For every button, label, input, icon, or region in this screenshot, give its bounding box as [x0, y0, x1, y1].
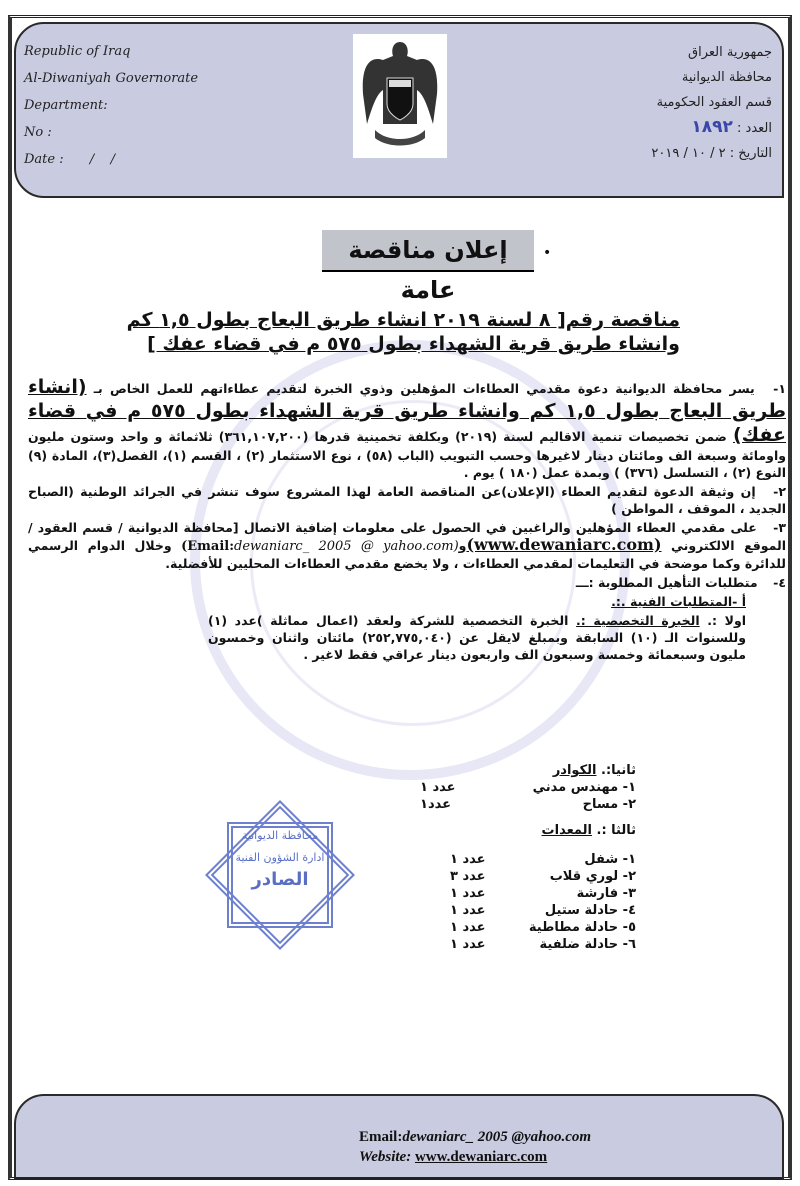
staff-item: ٢- مساح	[582, 797, 636, 812]
paragraph-2-text: إن وثيقة الدعوة لتقديم العطاء (الإعلان)عن المناقصة العامة لهذا المشروع سوف تنشر في الجرائد الوطنية (الصباح الجديد ، الموقف ، المواطن )	[28, 484, 786, 516]
governorate-label: Al-Diwaniyah Governorate	[24, 71, 199, 86]
governorate-label-ar: محافظة الديوانية	[681, 70, 772, 85]
paragraph-number: ١-	[773, 381, 786, 396]
third-label: ثالثا :.	[596, 823, 636, 838]
email-inline[interactable]	[181, 539, 459, 554]
date-value-ar: ٢ / ١٠ / ٢٠١٩	[651, 146, 726, 161]
equipment-item: ٣- فارشة	[576, 886, 636, 901]
department-label: Department:	[24, 98, 108, 113]
paragraph-3-text-b: وخلال الدوام الرسمي للدائرة وكما موضحة في التعليمات لمقدمي العطاءات ، ولا يخضع مقدمي العطاءات المحليين للأفضلية.	[28, 538, 786, 571]
equipment-item: ٤- حادلة ستيل	[544, 903, 636, 918]
list-item	[450, 851, 636, 868]
paragraph-number: ٣-	[773, 520, 786, 535]
announcement-body	[28, 375, 786, 665]
footer-website-link[interactable]: www.dewaniarc.com	[414, 1149, 548, 1165]
staff-count: عدد١	[420, 797, 451, 812]
number-label: No :	[24, 125, 52, 140]
department-label-ar: قسم العقود الحكومية	[656, 95, 772, 110]
equipment-count: عدد ١	[450, 903, 486, 918]
email-value: dewaniarc_ 2005 @ yahoo.com)	[234, 539, 459, 554]
paragraph-3	[28, 519, 786, 572]
first-text: الخبرة التخصصية للشركة ولعقد (اعمال مماثلة )عدد (١) وللسنوات الـ (١٠) السابقة وبمبلغ لايقل عن (٢٥٢,٧٧٥,٠٤٠) مائتان واثنان وخمسون مليون وسبعمائة وخمسة وسبعون الف واربعون دينار عراقي فقط لاغير .	[208, 613, 746, 662]
paragraph-1-rest: ضمن تخصيصات تنمية الاقاليم لسنة (٢٠١٩) وبكلفة تخمينية قدرها (٣٦١,١٠٧,٢٠٠) ثلاثمائة و واحد وستون مليون واومائة وسبعة الف ومائتان دينار لاغيرها وحسب التبويب (الباب (٥٨) ، نوع الاستثمار (٢) ، القسم (١)، الفصل(٣)، المادة (٩) النوع (٢) ، التسلسل (٣٧٦) ) وبمدة عمل (١٨٠ ) يوم .	[28, 429, 786, 480]
paragraph-3-text-a: على مقدمي العطاء المؤهلين والراغبين في الحصول على معلومات إضافية الاتصال [محافظة الديوانية / قسم العقود / الموقع الالكتروني	[28, 520, 786, 553]
stamp-line-3: الصادر	[251, 869, 309, 890]
date-label: Date :	[24, 152, 64, 167]
paragraph-1	[28, 375, 786, 481]
staff-heading	[420, 762, 636, 779]
first-label: اولا :.	[707, 613, 747, 628]
date-value: / /	[89, 152, 116, 167]
equipment-count: عدد ١	[450, 886, 486, 901]
arabic-letterhead	[651, 40, 772, 166]
email-label: (Email:	[181, 539, 235, 554]
paragraph-number: ٢-	[773, 484, 786, 499]
footer-website-label: Website:	[359, 1149, 412, 1165]
list-item	[450, 885, 636, 902]
website-link[interactable]: (www.dewaniarc.com)	[466, 535, 662, 554]
footer-email-link[interactable]: dewaniarc_ 2005 @yahoo.com	[402, 1129, 592, 1145]
republic-label-ar: جمهورية العراق	[688, 45, 772, 60]
technical-requirements-label: أ -المتطلبات الفنية .:.	[611, 594, 746, 609]
paragraph-number: ٤-	[773, 575, 786, 590]
technical-requirements-heading	[28, 593, 786, 610]
date-row-ar	[651, 141, 772, 166]
staff-item: ١- مهندس مدني	[532, 780, 636, 795]
staff-section	[420, 762, 636, 813]
and-conjunction: و	[458, 538, 467, 553]
list-item	[420, 796, 636, 813]
staff-title: الكوادر	[552, 763, 597, 778]
list-item	[450, 868, 636, 885]
republic-label: Republic of Iraq	[24, 44, 131, 59]
footer-website-row	[359, 1147, 591, 1167]
list-item	[420, 779, 636, 796]
english-letterhead	[24, 38, 198, 173]
equipment-section	[450, 822, 636, 953]
equipment-count: عدد ٣	[450, 869, 486, 884]
bullet-dot: •	[543, 245, 552, 261]
equipment-title: المعدات	[541, 823, 592, 838]
list-item	[450, 936, 636, 953]
equipment-heading	[450, 822, 636, 839]
stamp-line-1: محافظة الديوانية	[241, 829, 319, 842]
equipment-item: ٦- حادلة ضلفية	[539, 937, 636, 952]
tender-title: مناقصة رقم[ ٨ لسنة ٢٠١٩ انشاء طريق البعاج بطول ١,٥ كم وانشاء طريق قرية الشهداء بطول ٥٧٥ م في قضاء عفك ]	[126, 309, 680, 355]
date-row	[24, 146, 198, 173]
staff-count: عدد ١	[420, 780, 456, 795]
equipment-item: ٥- حادلة مطاطية	[528, 920, 636, 935]
announcement-title: إعلان مناقصة عامة	[322, 230, 534, 272]
second-label: ثانيا:.	[601, 763, 636, 778]
footer-contact	[359, 1127, 591, 1167]
qualification-heading: متطلبات التأهيل المطلوبة :ـــ	[575, 575, 758, 590]
stamp-line-2: ادارة الشؤون الفنية	[235, 851, 325, 864]
number-value-ar: ١٨٩٢	[691, 117, 733, 137]
list-item	[450, 919, 636, 936]
stamp-text	[210, 825, 350, 891]
paragraph-2	[28, 483, 786, 517]
first-title: الخبرة التخصصية :.	[576, 613, 700, 628]
equipment-count: عدد ١	[450, 852, 486, 867]
equipment-item: ٢- لوري قلاب	[549, 869, 636, 884]
paragraph-1-project: (انشاء طريق البعاج بطول ١,٥ كم وانشاء طريق قرية الشهداء بطول ٥٧٥ م في قضاء عفك)	[28, 376, 787, 446]
iraq-coat-of-arms-icon	[353, 34, 447, 158]
list-item	[450, 902, 636, 919]
equipment-count: عدد ١	[450, 937, 486, 952]
paragraph-4-heading	[28, 574, 786, 591]
equipment-item: ١- شفل	[584, 852, 636, 867]
footer-email-row	[359, 1127, 591, 1147]
footer-email-label: Email:	[359, 1129, 403, 1145]
number-row-ar	[651, 115, 772, 141]
number-label-ar: العدد :	[737, 121, 772, 136]
specialized-experience	[28, 612, 786, 663]
date-label-ar: التاريخ :	[729, 146, 772, 161]
paragraph-1-intro: يسر محافظة الديوانية دعوة مقدمي العطاءات المؤهلين وذوي الخبرة لتقديم عطاءاتهم للعمل الخاص بـ	[93, 381, 755, 396]
equipment-count: عدد ١	[450, 920, 486, 935]
